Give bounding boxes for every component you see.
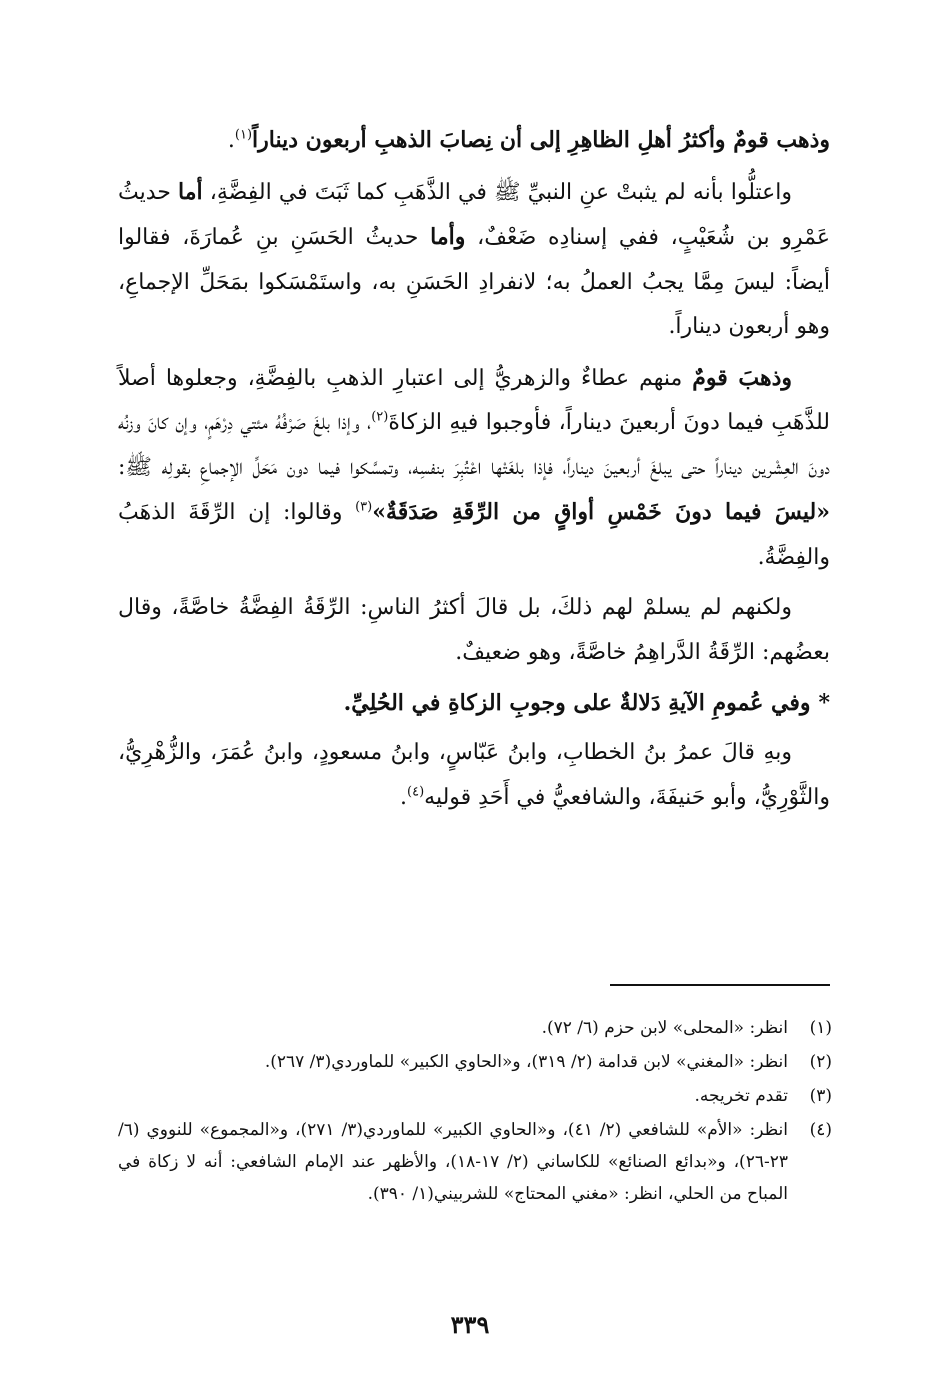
footnote-number: (٤) (809, 1120, 832, 1140)
footnote-ref-3[interactable]: (٣) (355, 499, 373, 515)
footnote-3 (118, 1080, 832, 1112)
paragraph-4-text: ولكنهم لم يسلمْ لهم ذلكَ، بل قالَ أكثرُ الناسِ: الرِّقَةُ الفِضَّةُ خاصَّةً، وقال بعضُهم: الرِّقَةُ الدَّراهِمُ خاصَّةً، وهو ضعيفٌ. (118, 595, 830, 665)
paragraph-2-bold-a: أما (178, 178, 203, 205)
paragraph-2-text-a: واعتلُّوا بأنه لم يثبتْ عنِ النبيِّ ﷺ في الذَّهَبِ كما ثَبَتَ في الفِضَّةِ، (209, 179, 793, 205)
paragraph-3-text-c: وقالوا: إن الرِّقَةَ الذهَبُ والفِضَّةُ. (118, 500, 830, 570)
footnote-number: (٣) (809, 1086, 832, 1106)
paragraph-5 (118, 731, 830, 820)
page-body (118, 118, 830, 826)
footnote-text: انظر: «الأم» للشافعي (٢/ ٤١)، و«الحاوي الكبير» للماوردي(٣/ ٢٧١)، و«المجموع» للنووي (٦/ ٢٣-٢٦)، و«بدائع الصنائع» للكاساني (٢/ ١٧-١٨)، والأظهر عند الإمام الشافعي: أنه لا زكاة في المباح من الحلي، انظر: «مغني المحتاج» للشربيني(١/ ٣٩٠). (118, 1120, 789, 1204)
footnotes (118, 1012, 832, 1212)
paragraph-3-text-b: ، وإذا بلغَ صَرْفُهُ مئتي دِرْهَمٍ، وإن كانَ وزنُه دونَ العِشْرين ديناراً حتى يبلغَ أربعينَ ديناراً، فإذا بلغَتْها اعْتُبِرَ بنفسِه، وتمسَّكوا فيما دون مَحَلِّ الإجماعِ بقولِه ﷺ: (118, 410, 830, 480)
paragraph-2-text-b: حديثُ عَمْرِو بن شُعَيْبٍ، ففي إسنادِه ضَعْفٌ، (118, 179, 830, 250)
paragraph-3-bold-a: وذهبَ قومٌ (692, 364, 792, 391)
footnote-1 (118, 1012, 832, 1044)
paragraph-2 (118, 170, 830, 350)
paragraph-2-text-c: حديثُ الحَسَنِ بنِ عُمارَةَ، فقالوا أيضاً: ليسَ مِمَّا يجبُ العملُ به؛ لانفرادِ الحَسَنِ به، واستَمْسَكوا بمَحَلِّ الإجماعِ، وهو أربعون ديناراً. (118, 225, 830, 339)
footnote-text: انظر: «المغني» لابن قدامة (٢/ ٣١٩)، و«الحاوي الكبير» للماوردي(٣/ ٢٦٧). (264, 1052, 788, 1072)
footnote-number: (٢) (809, 1052, 832, 1072)
footnote-4 (118, 1114, 832, 1210)
section-heading-text: وفي عُمومِ الآيةِ دَلالةٌ على وجوبِ الزكاةِ في الحُلِيِّ. (343, 690, 811, 716)
paragraph-5-tail: . (400, 784, 408, 810)
section-heading (118, 681, 830, 725)
footnote-text: تقدم تخريجه. (694, 1086, 788, 1106)
hadith-quote: «ليسَ فيما دونَ خَمْسِ أواقٍ من الرِّقَةِ صَدَقَةٌ» (372, 499, 830, 525)
footnote-ref-1[interactable]: (١) (234, 127, 253, 143)
paragraph-5-text: وبهِ قالَ عمرُ بنُ الخطابِ، وابنُ عَبّاسٍ، وابنُ مسعودٍ، وابنُ عُمَرَ، والزُّهْرِيُّ، والثَّوْرِيُّ، وأبو حَنيفَةَ، والشافعيُّ في أَحَدِ قوليه (118, 740, 830, 810)
star-icon: * (818, 690, 830, 716)
paragraph-4 (118, 586, 830, 675)
paragraph-3-text-a: منهم عطاءٌ والزهريُّ إلى اعتبارِ الذهبِ بالفِضَّةِ، وجعلوها أصلاً للذَّهَبِ فيما دونَ أربعينَ ديناراً، فأوجبوا فيهِ الزكاةَ (118, 365, 830, 435)
footnote-ref-4[interactable]: (٤) (407, 784, 425, 800)
paragraph-1-tail: . (227, 128, 235, 153)
page-number: ٣٣٩ (450, 1310, 490, 1339)
footnote-ref-2[interactable]: (٢) (371, 409, 389, 425)
footnote-text: انظر: «المحلى» لابن حزم (٦/ ٧٢). (541, 1018, 788, 1038)
footnote-number: (١) (809, 1018, 832, 1038)
paragraph-3 (118, 356, 830, 581)
paragraph-2-bold-b: وأما (430, 224, 466, 250)
footnote-2 (118, 1046, 832, 1078)
footnote-divider (610, 984, 830, 986)
paragraph-1-text: وذهب قومٌ وأكثرُ أهلِ الظاهِرِ إلى أن نِصابَ الذهبِ أربعون ديناراً (252, 127, 830, 153)
paragraph-1 (118, 118, 830, 164)
